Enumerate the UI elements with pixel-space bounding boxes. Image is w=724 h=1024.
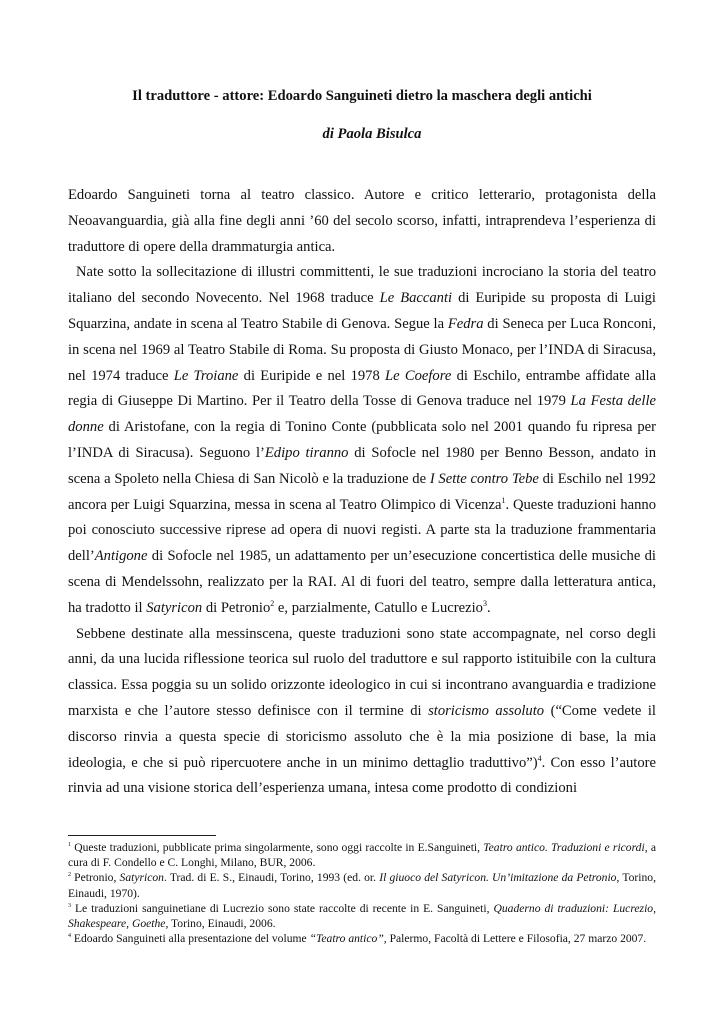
paragraph-2 bbox=[68, 260, 656, 621]
article-body bbox=[68, 183, 656, 802]
text-run: Palermo, Facoltà di Lettere e Filosofia, 27 marzo 2007. bbox=[386, 932, 647, 946]
work-title: Antigone bbox=[94, 548, 148, 565]
work-title: Il giuoco del Satyricon. Un’imitazione da Petronio bbox=[379, 871, 617, 885]
footnote-ref-3[interactable]: 3 bbox=[482, 598, 487, 608]
text-run: di Petronio bbox=[202, 599, 271, 616]
text-run: . Queste traduzioni hanno poi conosciuto successive riprese ad opera di nuovi registi. A parte sta la traduzione frammentaria dell’ bbox=[68, 496, 657, 565]
article-author: di Paola Bisulca bbox=[322, 126, 422, 142]
work-title: Le Baccanti bbox=[379, 290, 453, 307]
footnote-mark: 1 bbox=[68, 842, 71, 849]
text-run: Queste traduzioni, pubblicate prima singolarmente, sono oggi raccolte in E.Sanguineti, bbox=[71, 841, 484, 854]
text-run: (“Come vedete il discorso rinvia a questa specie di storicismo assoluto che è la mia posizione di base, la mia ideologia, e che si può ripercuotere anche in un minimo dettaglio traduttivo”) bbox=[68, 702, 656, 771]
text-run: di Aristofane, con la regia di Tonino Conte (pubblicata solo nel 2001 quando fu ripresa per l’INDA di Siracusa). Seguono l’ bbox=[68, 419, 656, 461]
text-run: e, parzialmente, Catullo e Lucrezio bbox=[274, 599, 483, 616]
text-run: Nate sotto la sollecitazione di illustri committenti, le sue traduzioni incrociano la storia del teatro italiano del secondo Novecento. Nel 1968 traduce bbox=[68, 264, 656, 307]
footnote-ref-2[interactable]: 2 bbox=[270, 598, 275, 608]
footnote-mark: 3 bbox=[68, 902, 71, 909]
text-run: Le traduzioni sanguinetiane di Lucrezio sono state raccolte di recente in E. Sanguineti, bbox=[71, 901, 494, 915]
work-title: Le Troiane bbox=[173, 367, 239, 384]
footnote-ref-1[interactable]: 1 bbox=[501, 495, 506, 505]
text-run: di Euripide e nel 1978 bbox=[238, 367, 386, 384]
text-run: di Sofocle nel 1985, un adattamento per un’esecuzione concertistica delle musiche di scena di Mendelssohn, realizzato per la RAI. Al di fuori del teatro, sempre dalla letteratura antica, ha tradotto il bbox=[68, 548, 656, 616]
text-run: , Torino, Einaudi, 1970). bbox=[68, 871, 656, 900]
work-title: Satyricon bbox=[119, 871, 164, 885]
work-title: “Teatro antico”, bbox=[309, 932, 387, 946]
article-title: Il traduttore - attore: Edoardo Sanguineti dietro la maschera degli antichi bbox=[132, 88, 592, 104]
work-title: La Festa delle donne bbox=[68, 393, 656, 436]
text-run: Petronio, bbox=[71, 871, 120, 885]
text-run: Edoardo Sanguineti alla presentazione del volume bbox=[71, 932, 310, 946]
text-run: . bbox=[486, 599, 491, 616]
text-run: Sebbene destinate alla messinscena, queste traduzioni sono state accompagnate, nel corso degli anni, da una lucida riflessione teorica sul ruolo del traduttore e sul rapporto istituibile con la cultura classica. Essa poggia su un solido orizzonte ideologico in cui si incontrano avanguardia e tradizione marxista e che l’autore stesso definisce con il termine di bbox=[68, 625, 656, 719]
footnote-3 bbox=[68, 901, 656, 931]
work-title: Fedra bbox=[447, 315, 484, 332]
text-run: di Eschilo nel 1992 ancora per Luigi Squarzina, messa in scena al Teatro Olimpico di Vicenza bbox=[68, 470, 656, 513]
footnote-4 bbox=[68, 931, 656, 946]
paragraph-3 bbox=[68, 622, 656, 803]
footnote-2 bbox=[68, 870, 656, 900]
footnote-ref-4[interactable]: 4 bbox=[537, 753, 542, 763]
footnote-mark: 2 bbox=[68, 872, 71, 879]
work-title: Satyricon bbox=[146, 599, 203, 616]
text-run: . Con esso l’autore rinvia ad una visione storica dell’esperienza umana, intesa come prodotto di condizioni bbox=[68, 754, 656, 797]
text-run: di Euripide su proposta di Luigi Squarzina, andate in scena al Teatro Stabile di Genova. Segue la bbox=[68, 290, 656, 332]
footnote-1 bbox=[68, 840, 656, 870]
text-run: di Eschilo, entrambe affidate alla regia di Giuseppe Di Martino. Per il Teatro della Tosse di Genova traduce nel 1979 bbox=[68, 367, 657, 410]
text-run: , a cura di F. Condello e C. Longhi, Milano, BUR, 2006. bbox=[68, 841, 656, 870]
footnote-separator bbox=[68, 835, 216, 836]
text-run: , Torino, Einaudi, 2006. bbox=[165, 917, 276, 931]
text-run: di Seneca per Luca Ronconi, in scena nel 1969 al Teatro Stabile di Roma. Su proposta di Giusto Monaco, per l’INDA di Siracusa, nel 1974 traduce bbox=[68, 315, 656, 384]
work-title: Le Coefore bbox=[385, 367, 452, 384]
footnote-mark: 4 bbox=[68, 933, 71, 940]
work-title: I Sette contro Tebe bbox=[429, 470, 539, 487]
text-run: di Sofocle nel 1980 per Benno Besson, andato in scena a Spoleto nella Chiesa di San Nicolò e la traduzione de bbox=[68, 444, 656, 487]
work-title: Quaderno di traduzioni: Lucrezio, Shakespeare, Goethe bbox=[68, 901, 656, 931]
paragraph-1: Edoardo Sanguineti torna al teatro classico. Autore e critico letterario, protagonista della Neoavanguardia, già alla fine degli anni ’60 del secolo scorso, infatti, intraprendeva l’esperienza di traduttore di opere della drammaturgia antica. bbox=[68, 187, 656, 255]
text-run: . Trad. di E. S., Einaudi, Torino, 1993 (ed. or. bbox=[163, 871, 380, 885]
emphasis-term: storicismo assoluto bbox=[428, 702, 545, 719]
footnotes bbox=[68, 840, 656, 946]
work-title: Edipo tiranno bbox=[264, 444, 349, 461]
work-title: Teatro antico. Traduzioni e ricordi bbox=[483, 841, 645, 854]
